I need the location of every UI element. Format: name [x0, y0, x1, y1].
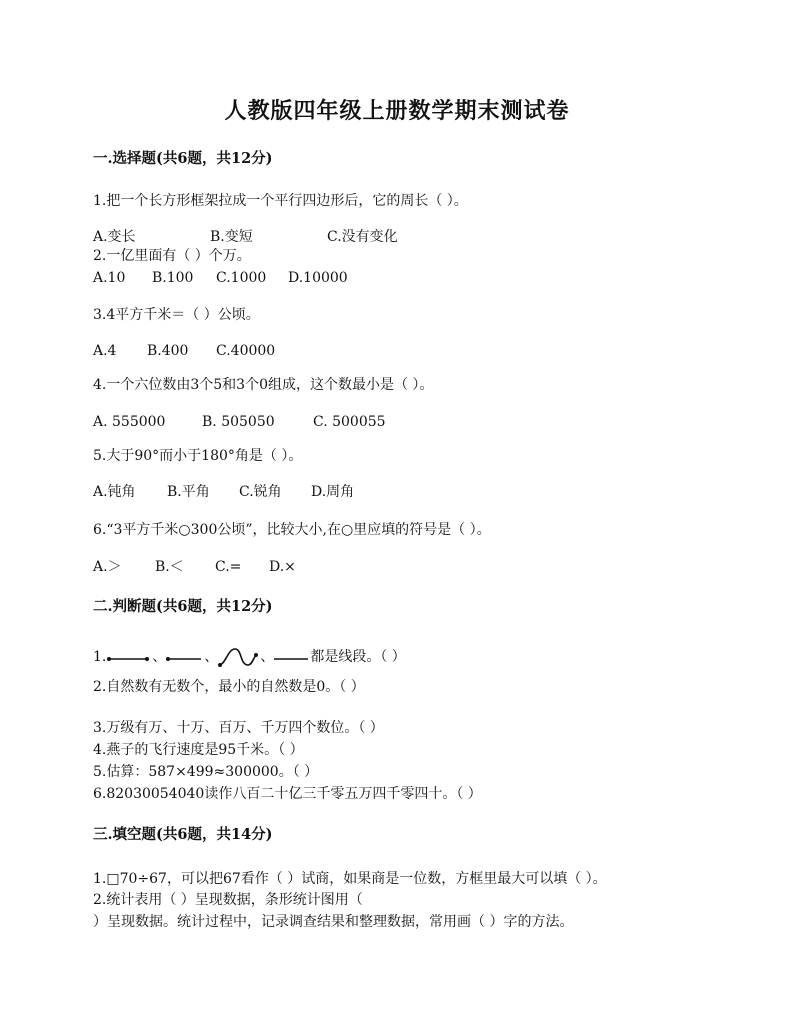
option-c: C.40000 — [216, 343, 276, 359]
option-b: B.平角 — [167, 484, 210, 500]
choice-question-3: 3.4平方千米＝（ ）公顷。 — [93, 307, 260, 323]
line-segment-figure — [106, 645, 150, 669]
option-a: A.4 — [93, 343, 117, 359]
choice-options-5 — [93, 483, 354, 501]
choice-options-4 — [93, 413, 386, 431]
separator: 、 — [204, 649, 219, 665]
option-d: D.10000 — [288, 270, 348, 286]
option-b: B.400 — [147, 343, 189, 359]
choice-options-2 — [93, 269, 348, 287]
section-heading-fill: 三.填空题(共6题，共14分) — [93, 826, 273, 843]
section-heading-judge: 二.判断题(共6题，共12分) — [93, 598, 273, 615]
fill-question-2-line-2: ）呈现数据。统计过程中，记录调查结果和整理数据，常用画（ ）字的方法。 — [93, 914, 574, 930]
choice-question-4: 4.一个六位数由3个5和3个0组成，这个数最小是（ ）。 — [93, 377, 434, 393]
option-b: B.100 — [152, 270, 194, 286]
option-c: C. 500055 — [313, 414, 386, 430]
option-a: A.钝角 — [93, 484, 136, 500]
question-number: 1. — [93, 649, 107, 665]
choice-question-1: 1.把一个长方形框架拉成一个平行四边形后，它的周长（ ）。 — [93, 193, 468, 209]
option-c: C.锐角 — [239, 484, 282, 500]
section-heading-choice: 一.选择题(共6题，共12分) — [93, 150, 273, 167]
choice-question-2: 2.一亿里面有（ ）个万。 — [93, 248, 251, 264]
judge-question-6: 6.82030054040读作八百二十亿三千零五万四千零四十。（ ） — [93, 786, 482, 802]
fill-question-2-line-1: 2.统计表用（ ）呈现数据，条形统计图用（ — [93, 892, 363, 908]
choice-options-3 — [93, 342, 275, 360]
option-a: A.10 — [93, 270, 126, 286]
judge-question-2: 2.自然数有无数个，最小的自然数是0。（ ） — [93, 679, 365, 695]
option-c: C.1000 — [216, 270, 267, 286]
option-d: D.× — [269, 559, 296, 575]
option-b: B.变短 — [210, 229, 253, 245]
option-c: C.没有变化 — [327, 229, 398, 245]
option-b: B. 505050 — [202, 414, 275, 430]
judge-question-5: 5.估算：587×499≈300000。（ ） — [93, 764, 319, 780]
option-a: A.变长 — [93, 229, 136, 245]
page-title: 人教版四年级上册数学期末测试卷 — [224, 98, 570, 124]
choice-question-5: 5.大于90°而小于180°角是（ ）。 — [93, 448, 303, 464]
straight-line-figure — [274, 645, 308, 669]
separator: 、 — [152, 649, 167, 665]
question-text: 都是线段。（ ） — [310, 649, 406, 665]
ray-figure — [166, 645, 202, 669]
option-b: B.＜ — [155, 559, 184, 575]
curve-figure — [218, 643, 258, 671]
option-a: A. 555000 — [93, 414, 166, 430]
judge-question-3: 3.万级有万、十万、百万、千万四个数位。（ ） — [93, 720, 384, 736]
judge-question-1 — [93, 642, 406, 672]
choice-options-6 — [93, 558, 296, 576]
option-d: D.周角 — [311, 484, 355, 500]
choice-question-6: 6.“3平方千米○300公顷”，比较大小,在○里应填的符号是（ ）。 — [93, 522, 491, 538]
option-a: A.＞ — [93, 559, 122, 575]
choice-options-1 — [93, 228, 398, 246]
judge-question-4: 4.燕子的飞行速度是95千米。（ ） — [93, 742, 304, 758]
option-c: C.= — [215, 559, 242, 575]
separator: 、 — [260, 649, 275, 665]
fill-question-1: 1.□70÷67，可以把67看作（ ）试商，如果商是一位数，方框里最大可以填（ ）。 — [93, 871, 607, 887]
